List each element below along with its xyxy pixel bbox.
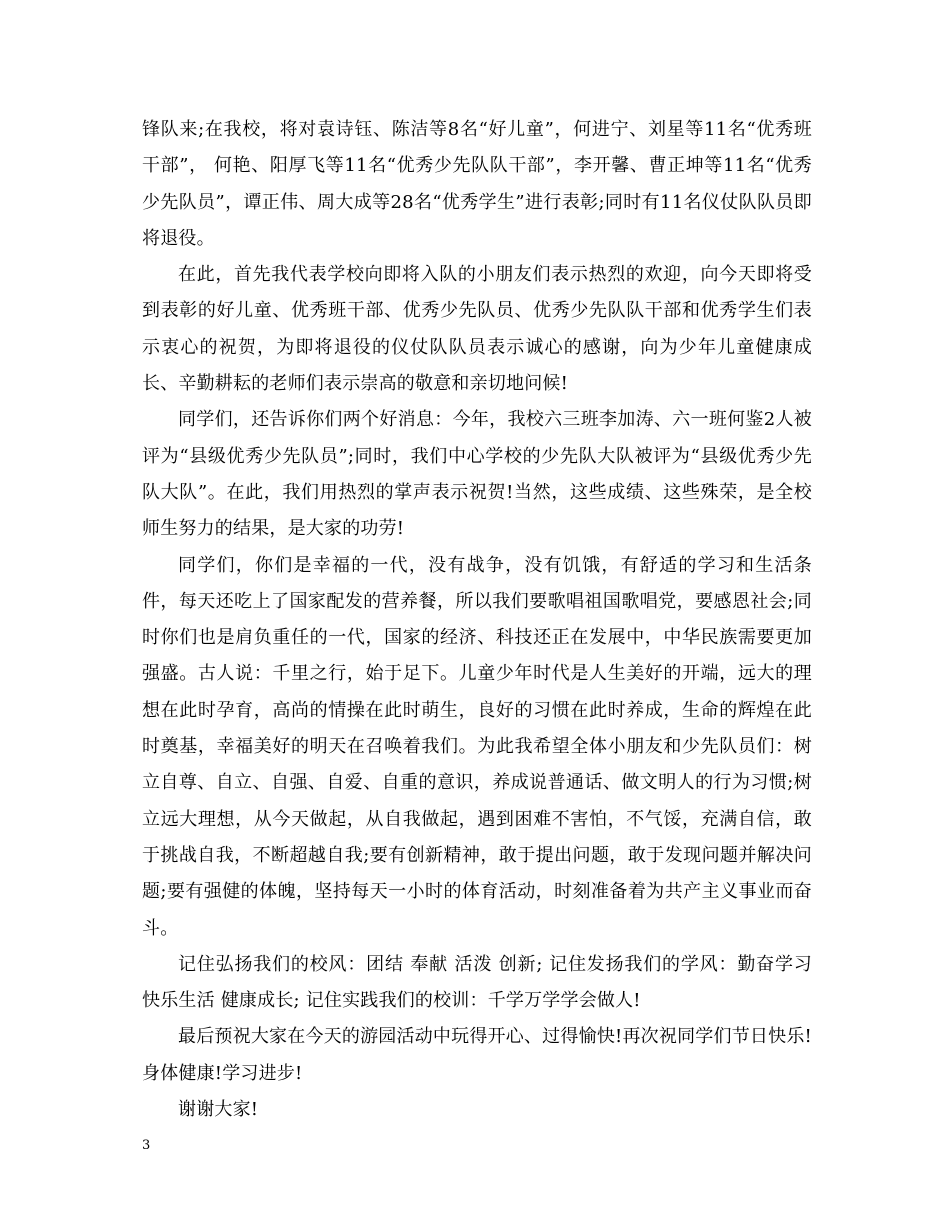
paragraph-3: 同学们，还告诉你们两个好消息：今年，我校六三班李加涛、六一班何鉴2人被评为“县级优秀少先队员”;同时，我们中心学校的少先队大队被评为“县级优秀少先队大队”。在此，我们用热烈的掌声表示祝贺!当然，这些成绩、这些殊荣，是全校师生努力的结果，是大家的功劳! <box>142 409 812 540</box>
paragraph-7: 谢谢大家! <box>178 1099 259 1121</box>
document-body <box>142 112 812 1128</box>
paragraph-1: 锋队来;在我校，将对袁诗钰、陈洁等8名“好儿童”，何进宁、刘星等11名“优秀班干部”， 何艳、阳厚飞等11名“优秀少先队队干部”，李开馨、曹正坤等11名“优秀少先队员”，谭正伟、周大成等28名“优秀学生”进行表彰;同时有11名仪仗队队员即将退役。 <box>142 119 812 249</box>
paragraph-5: 记住弘扬我们的校风：团结 奉献 活泼 创新; 记住发扬我们的学风：勤奋学习 快乐生活 健康成长; 记住实践我们的校训：千学万学学会做人! <box>142 953 812 1012</box>
paragraph-4: 同学们，你们是幸福的一代，没有战争，没有饥饿，有舒适的学习和生活条件，每天还吃上了国家配发的营养餐，所以我们要歌唱祖国歌唱党，要感恩社会;同时你们也是肩负重任的一代，国家的经济、科技还正在发展中，中华民族需要更加强盛。古人说：千里之行，始于足下。儿童少年时代是人生美好的开端，远大的理想在此时孕育，高尚的情操在此时萌生，良好的习惯在此时养成，生命的辉煌在此时奠基，幸福美好的明天在召唤着我们。为此我希望全体小朋友和少先队员们：树立自尊、自立、自强、自爱、自重的意识，养成说普通话、做文明人的行为习惯;树立远大理想，从今天做起，从自我做起，遇到困难不害怕，不气馁，充满自信，敢于挑战自我，不断超越自我;要有创新精神，敢于提出问题，敢于发现问题并解决问题;要有强健的体魄，坚持每天一小时的体育活动，时刻准备着为共产主义事业而奋斗。 <box>142 554 812 939</box>
page-number: 3 <box>142 1138 151 1153</box>
paragraph-2: 在此，首先我代表学校向即将入队的小朋友们表示热烈的欢迎，向今天即将受到表彰的好儿童、优秀班干部、优秀少先队员、优秀少先队队干部和优秀学生们表示衷心的祝贺，为即将退役的仪仗队队员表示诚心的感谢，向为少年儿童健康成长、辛勤耕耘的老师们表示崇高的敬意和亲切地问候! <box>142 264 812 395</box>
paragraph-6: 最后预祝大家在今天的游园活动中玩得开心、过得愉快!再次祝同学们节日快乐!身体健康!学习进步! <box>142 1026 812 1084</box>
